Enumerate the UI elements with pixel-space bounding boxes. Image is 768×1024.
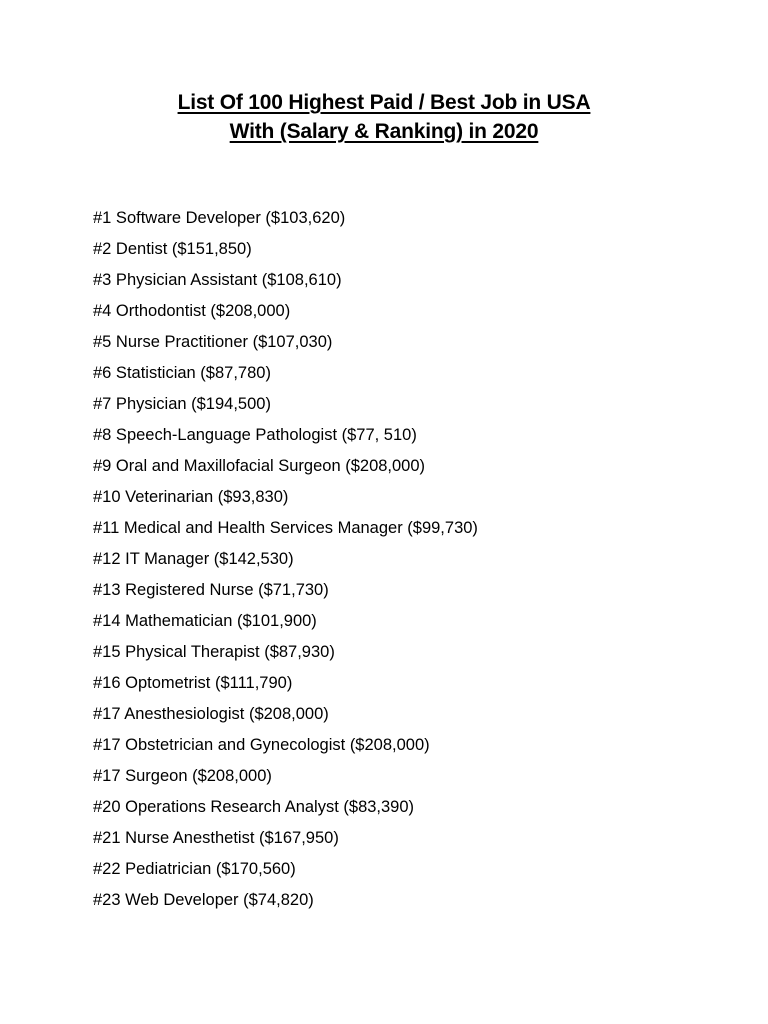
job-item: #1 Software Developer ($103,620): [93, 209, 346, 227]
job-item: #11 Medical and Health Services Manager ($99,730): [93, 519, 478, 537]
job-list: [93, 203, 478, 916]
job-item: #4 Orthodontist ($208,000): [93, 302, 291, 320]
job-item: #20 Operations Research Analyst ($83,390): [93, 798, 415, 816]
job-item: #21 Nurse Anesthetist ($167,950): [93, 829, 339, 847]
job-item: #2 Dentist ($151,850): [93, 240, 252, 258]
job-item: #13 Registered Nurse ($71,730): [93, 581, 329, 599]
job-item: #15 Physical Therapist ($87,930): [93, 643, 335, 661]
job-item: #9 Oral and Maxillofacial Surgeon ($208,000): [93, 457, 426, 475]
title-line-1: List Of 100 Highest Paid / Best Job in USA: [177, 91, 591, 114]
job-item: #16 Optometrist ($111,790): [93, 674, 293, 692]
job-item: #17 Surgeon ($208,000): [93, 767, 272, 785]
document-title: [0, 88, 768, 146]
job-item: #8 Speech-Language Pathologist ($77, 510): [93, 426, 417, 444]
job-item: #17 Anesthesiologist ($208,000): [93, 705, 329, 723]
job-item: #5 Nurse Practitioner ($107,030): [93, 333, 333, 351]
job-item: #7 Physician ($194,500): [93, 395, 271, 413]
title-line-2: With (Salary & Ranking) in 2020: [229, 120, 539, 143]
job-item: #10 Veterinarian ($93,830): [93, 488, 289, 506]
job-item: #3 Physician Assistant ($108,610): [93, 271, 342, 289]
job-item: #12 IT Manager ($142,530): [93, 550, 294, 568]
job-item: #14 Mathematician ($101,900): [93, 612, 317, 630]
job-item: #23 Web Developer ($74,820): [93, 891, 314, 909]
job-item: #17 Obstetrician and Gynecologist ($208,000): [93, 736, 430, 754]
job-item: #6 Statistician ($87,780): [93, 364, 271, 382]
job-item: #22 Pediatrician ($170,560): [93, 860, 296, 878]
